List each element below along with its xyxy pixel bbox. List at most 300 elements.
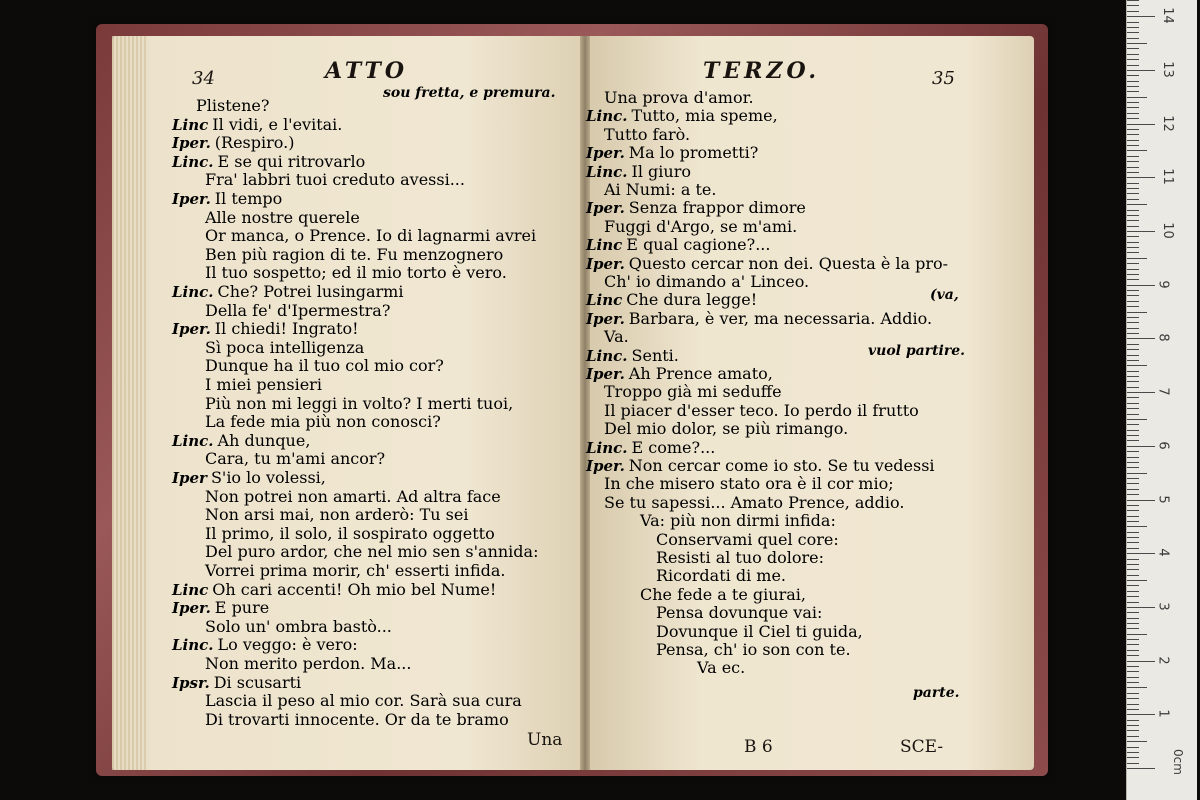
ruler-tick <box>1127 591 1139 592</box>
ruler-tick <box>1127 634 1147 635</box>
line-text: Cara, tu m'ami ancor? <box>205 449 386 469</box>
text-line <box>656 603 822 622</box>
ruler-number: 7 <box>1155 387 1171 396</box>
speaker-label: Iper. <box>586 457 625 475</box>
text-line <box>656 566 786 585</box>
text-line <box>586 438 715 458</box>
line-text: Oh cari accenti! Oh mio bel Nume! <box>212 579 497 599</box>
text-line <box>205 561 505 580</box>
ruler-tick <box>1127 516 1139 517</box>
ruler-tick <box>1127 575 1139 576</box>
ruler-tick <box>1127 102 1139 103</box>
text-line <box>604 401 919 420</box>
ruler-tick <box>1127 161 1139 162</box>
ruler-tick <box>1127 210 1139 211</box>
stage-direction: parte. <box>913 685 960 701</box>
text-line <box>205 394 513 413</box>
ruler-tick <box>1127 193 1139 194</box>
text-line <box>640 585 806 604</box>
ruler-tick <box>1127 440 1139 441</box>
line-text: Il tuo sospetto; ed il mio torto è vero. <box>205 263 507 283</box>
line-text: Solo un' ombra bastò... <box>205 616 392 636</box>
line-text: Ricordati di me. <box>656 566 786 586</box>
line-text: Dunque ha il tuo col mio cor? <box>205 356 444 376</box>
ruler-tick <box>1127 505 1139 506</box>
ruler-number: 13 <box>1159 61 1175 78</box>
text-line <box>604 382 782 401</box>
right-page-number: 35 <box>932 68 955 89</box>
text-line <box>586 235 770 255</box>
speaker-label: Linc. <box>172 152 214 171</box>
text-line <box>172 580 496 600</box>
ruler-tick <box>1127 322 1139 323</box>
ruler-tick <box>1127 451 1139 452</box>
ruler-tick <box>1127 360 1139 361</box>
line-text: Dovunque il Ciel ti guida, <box>656 621 863 641</box>
ruler-tick <box>1127 397 1139 398</box>
text-line <box>205 524 495 543</box>
text-line <box>205 505 468 524</box>
ruler-tick <box>1127 542 1139 543</box>
ruler-tick <box>1127 177 1155 178</box>
speaker-label: Iper. <box>172 599 211 618</box>
line-text: Ah dunque, <box>217 430 311 450</box>
line-text: Della fe' d'Ipermestra? <box>205 300 391 320</box>
text-line <box>586 346 679 366</box>
text-line <box>205 338 364 357</box>
left-top-note: sou fretta, e premura. <box>383 85 556 101</box>
line-text: Ai Numi: a te. <box>604 180 717 199</box>
line-text: Va: più non dirmi infida: <box>640 511 836 531</box>
text-line <box>604 180 716 199</box>
ruler-tick <box>1127 725 1139 726</box>
text-line <box>172 319 359 339</box>
line-text: Non arsi mai, non arderò: Tu sei <box>205 505 469 525</box>
ruler-tick <box>1127 628 1139 629</box>
ruler-tick <box>1127 564 1139 565</box>
text-line <box>172 431 310 451</box>
text-line <box>586 198 806 218</box>
ruler-tick <box>1127 252 1139 253</box>
line-text: Senza frappor dimore <box>628 198 806 218</box>
line-text: Conservami quel core: <box>656 529 839 549</box>
ruler-number: 4 <box>1155 548 1171 557</box>
ruler-tick <box>1127 408 1139 409</box>
ruler-tick <box>1127 768 1155 769</box>
ruler-tick <box>1127 510 1139 511</box>
ruler-tick <box>1127 763 1139 764</box>
text-line <box>205 170 465 189</box>
text-line <box>205 487 501 506</box>
ruler-tick <box>1127 618 1139 619</box>
line-text: Ah Prence amato, <box>628 364 773 383</box>
ruler-tick <box>1127 526 1147 527</box>
line-text: E se qui ritrovarlo <box>217 151 366 171</box>
ruler-tick <box>1127 295 1139 296</box>
ruler-tick <box>1127 741 1147 742</box>
ruler-tick <box>1127 285 1155 286</box>
line-text: Che? Potrei lusingarmi <box>217 282 404 301</box>
ruler-tick <box>1127 338 1155 339</box>
ruler-tick <box>1127 365 1147 366</box>
ruler-tick <box>1127 167 1139 168</box>
ruler-number: 10 <box>1159 222 1175 239</box>
text-line <box>205 710 509 729</box>
speaker-label: Linc. <box>172 431 214 450</box>
ruler-tick <box>1127 188 1139 189</box>
line-text: Il tempo <box>214 189 283 208</box>
ruler-tick <box>1127 81 1139 82</box>
ruler-tick <box>1127 671 1139 672</box>
text-line <box>586 162 691 182</box>
ruler-tick <box>1127 585 1139 586</box>
ruler-tick <box>1127 424 1139 425</box>
ruler-tick <box>1127 226 1139 227</box>
ruler-tick <box>1127 387 1139 388</box>
text-line <box>205 245 503 264</box>
ruler-tick <box>1127 392 1155 393</box>
line-text: Di scusarti <box>213 672 302 692</box>
speaker-label: Iper. <box>586 199 625 218</box>
line-text: E come?... <box>631 437 716 457</box>
ruler-tick <box>1127 91 1139 92</box>
ruler-tick <box>1127 0 1139 1</box>
line-text: La fede mia più non conosci? <box>205 412 441 432</box>
right-running-head: TERZO. <box>703 58 821 84</box>
ruler-tick <box>1127 48 1139 49</box>
ruler-tick <box>1127 720 1139 721</box>
ruler-tick <box>1127 381 1139 382</box>
ruler-tick <box>1127 204 1147 205</box>
ruler-tick <box>1127 269 1139 270</box>
line-text: Plistene? <box>196 96 270 115</box>
left-catchword: Una <box>527 730 563 750</box>
ruler-tick <box>1127 403 1139 404</box>
ruler-tick <box>1127 500 1155 501</box>
ruler-number: 1 <box>1155 709 1171 718</box>
text-line <box>205 617 392 636</box>
line-text: I miei pensieri <box>205 375 322 394</box>
line-text: Se tu sapessi... Amato Prence, addio. <box>604 492 905 512</box>
ruler-tick <box>1127 483 1139 484</box>
text-line <box>656 622 863 641</box>
speaker-label: Iper. <box>172 190 211 208</box>
ruler-tick <box>1127 435 1139 436</box>
ruler-tick <box>1127 301 1139 302</box>
ruler-tick <box>1127 279 1139 280</box>
line-text: Or manca, o Prence. Io di lagnarmi avrei <box>205 226 537 246</box>
text-line <box>205 654 411 673</box>
measuring-ruler <box>1126 0 1197 800</box>
text-line <box>586 456 935 476</box>
text-line <box>205 412 441 431</box>
line-text: Senti. <box>631 345 679 365</box>
line-text: Più non mi leggi in volto? I merti tuoi, <box>205 393 514 413</box>
ruler-tick <box>1127 317 1139 318</box>
ruler-tick <box>1127 16 1155 17</box>
ruler-tick <box>1127 666 1139 667</box>
ruler-tick <box>1127 602 1139 603</box>
ruler-tick <box>1127 344 1139 345</box>
speaker-label: Iper. <box>586 144 625 163</box>
ruler-tick <box>1127 274 1139 275</box>
speaker-label: Linc <box>172 115 209 134</box>
text-line <box>656 640 851 659</box>
ruler-tick <box>1127 532 1139 533</box>
line-text: Ma lo prometti? <box>628 143 759 163</box>
ruler-tick <box>1127 682 1139 683</box>
line-text: Non cercar come io sto. Se tu vedessi <box>628 456 935 475</box>
line-text: Fuggi d'Argo, se m'ami. <box>604 216 798 236</box>
ruler-tick <box>1127 569 1139 570</box>
ruler-tick <box>1127 355 1139 356</box>
ruler-tick <box>1127 5 1139 6</box>
ruler-tick <box>1127 730 1139 731</box>
text-line <box>586 143 758 163</box>
ruler-tick <box>1127 11 1139 12</box>
ruler-tick <box>1127 220 1139 221</box>
line-text: Pensa dovunque vai: <box>656 603 823 623</box>
text-line <box>586 254 948 274</box>
ruler-unit-label: 0cm <box>1170 749 1185 775</box>
ruler-tick <box>1127 747 1139 748</box>
speaker-label: Iper. <box>586 365 625 383</box>
ruler-number: 12 <box>1159 114 1175 132</box>
ruler-tick <box>1127 580 1147 581</box>
speaker-label: Linc. <box>586 346 628 365</box>
line-text: S'io lo volessi, <box>210 468 326 487</box>
line-text: Non potrei non amarti. Ad altra face <box>205 486 501 506</box>
speaker-label: Iper. <box>172 320 211 339</box>
ruler-tick <box>1127 129 1139 130</box>
right-catchword: SCE- <box>900 737 944 757</box>
ruler-tick <box>1127 75 1139 76</box>
ruler-tick <box>1127 521 1139 522</box>
line-text: Una prova d'amor. <box>604 88 754 107</box>
ruler-tick <box>1127 70 1155 71</box>
stage-direction: vuol partire. <box>868 343 966 359</box>
ruler-tick <box>1127 150 1147 151</box>
ruler-tick <box>1127 333 1139 334</box>
line-text: Lascia il peso al mio cor. Sarà sua cura <box>205 691 522 711</box>
line-text: Non merito perdon. Ma... <box>205 654 412 673</box>
line-text: (Respiro.) <box>214 133 295 153</box>
line-text: Vorrei prima morir, ch' esserti infida. <box>205 561 506 580</box>
ruler-tick <box>1127 349 1139 350</box>
ruler-tick <box>1127 22 1139 23</box>
ruler-tick <box>1127 639 1139 640</box>
text-line <box>586 290 757 310</box>
text-line <box>172 635 358 655</box>
ruler-tick <box>1127 376 1139 377</box>
text-line <box>604 217 797 236</box>
ruler-tick <box>1127 559 1139 560</box>
speaker-label: Iper. <box>586 309 625 328</box>
speaker-label: Linc <box>172 580 209 599</box>
text-line <box>172 598 269 618</box>
speaker-label: Linc <box>586 236 623 255</box>
ruler-tick <box>1127 714 1155 715</box>
ruler-tick <box>1127 623 1139 624</box>
text-line <box>586 309 932 329</box>
ruler-tick <box>1127 446 1155 447</box>
ruler-number: 11 <box>1159 168 1175 186</box>
line-text: Resisti al tuo dolore: <box>656 548 825 567</box>
line-text: Va ec. <box>697 658 746 678</box>
text-line <box>172 282 403 302</box>
speaker-label: Linc. <box>586 438 628 457</box>
line-text: Lo veggo: è vero: <box>217 635 358 655</box>
text-line <box>205 375 322 394</box>
speaker-label: Linc. <box>172 636 214 655</box>
text-line <box>172 673 301 693</box>
line-text: Tutto farò. <box>604 124 691 144</box>
line-text: Che fede a te giurai, <box>640 584 806 604</box>
text-line <box>604 474 894 493</box>
line-text: Il primo, il solo, il sospirato oggetto <box>205 523 495 543</box>
ruler-number: 14 <box>1159 7 1175 24</box>
ruler-tick <box>1127 698 1139 699</box>
text-line <box>205 301 390 320</box>
ruler-tick <box>1127 183 1139 184</box>
ruler-tick <box>1127 644 1139 645</box>
ruler-tick <box>1127 430 1139 431</box>
line-text: Tutto, mia speme, <box>631 106 778 126</box>
ruler-tick <box>1127 258 1147 259</box>
text-line <box>205 263 507 282</box>
text-line <box>172 152 365 172</box>
ruler-tick <box>1127 38 1139 39</box>
stage-direction: (va, <box>930 287 959 303</box>
text-line <box>697 658 745 677</box>
text-line <box>656 530 839 549</box>
ruler-tick <box>1127 54 1139 55</box>
ruler-tick <box>1127 290 1139 291</box>
ruler-number: 3 <box>1155 602 1171 611</box>
ruler-tick <box>1127 473 1147 474</box>
ruler-tick <box>1127 371 1139 372</box>
ruler-tick <box>1127 242 1139 243</box>
line-text: Il giuro <box>631 161 691 181</box>
line-text: Troppo già mi seduffe <box>604 382 782 402</box>
ruler-tick <box>1127 140 1139 141</box>
text-line <box>205 542 538 561</box>
text-line <box>205 449 385 468</box>
ruler-tick <box>1127 752 1139 753</box>
text-line <box>172 189 282 209</box>
ruler-tick <box>1127 312 1147 313</box>
ruler-tick <box>1127 414 1139 415</box>
line-text: Il vidi, e l'evitai. <box>212 114 343 134</box>
ruler-tick <box>1127 736 1139 737</box>
ruler-tick <box>1127 704 1139 705</box>
text-line <box>172 115 342 135</box>
ruler-tick <box>1127 489 1139 490</box>
line-text: Va. <box>604 327 629 347</box>
line-text: Barbara, è ver, ma necessaria. Addio. <box>628 308 933 328</box>
text-line <box>656 548 824 567</box>
line-text: Ch' io dimando a' Linceo. <box>604 272 810 291</box>
ruler-tick <box>1127 107 1139 108</box>
text-line <box>604 125 690 144</box>
ruler-tick <box>1127 478 1139 479</box>
text-line <box>205 356 444 375</box>
ruler-tick <box>1127 124 1155 125</box>
ruler-tick <box>1127 537 1139 538</box>
ruler-tick <box>1127 118 1139 119</box>
speaker-label: Iper. <box>172 134 211 153</box>
page-edges <box>112 36 146 770</box>
signature-mark: B 6 <box>744 737 773 757</box>
ruler-number: 9 <box>1155 280 1171 289</box>
text-line <box>604 419 848 438</box>
text-line <box>604 88 754 107</box>
ruler-tick <box>1127 236 1139 237</box>
ruler-tick <box>1127 677 1139 678</box>
ruler-tick <box>1127 467 1139 468</box>
text-line <box>586 106 778 126</box>
ruler-tick <box>1127 494 1139 495</box>
text-line <box>604 493 904 512</box>
line-text: E pure <box>214 598 270 618</box>
ruler-tick <box>1127 263 1139 264</box>
speaker-label: Linc. <box>586 162 628 181</box>
ruler-tick <box>1127 306 1139 307</box>
line-text: Del mio dolor, se più rimango. <box>604 419 849 439</box>
ruler-tick <box>1127 172 1139 173</box>
text-line <box>196 96 269 115</box>
speaker-label: Ipsr. <box>172 673 210 692</box>
text-line <box>172 468 326 488</box>
speaker-label: Linc. <box>172 283 214 301</box>
line-text: Sì poca intelligenza <box>205 337 365 357</box>
speaker-label: Linc. <box>586 107 628 126</box>
ruler-tick <box>1127 97 1147 98</box>
line-text: In che misero stato ora è il cor mio; <box>604 474 894 494</box>
ruler-tick <box>1127 199 1139 200</box>
text-line <box>604 272 809 291</box>
ruler-number: 5 <box>1155 494 1171 504</box>
ruler-tick <box>1127 134 1139 135</box>
ruler-tick <box>1127 709 1139 710</box>
line-text: E qual cagione?... <box>626 235 771 255</box>
line-text: Fra' labbri tuoi creduto avessi... <box>205 170 465 190</box>
ruler-tick <box>1127 86 1139 87</box>
ruler-tick <box>1127 757 1139 758</box>
ruler-tick <box>1127 553 1155 554</box>
speaker-label: Linc <box>586 291 623 310</box>
line-text: Pensa, ch' io son con te. <box>656 640 851 659</box>
ruler-tick <box>1127 65 1139 66</box>
ruler-tick <box>1127 145 1139 146</box>
ruler-number: 8 <box>1155 333 1171 343</box>
line-text: Ben più ragion di te. Fu menzognero <box>205 244 504 264</box>
text-line <box>205 208 360 227</box>
line-text: Del puro ardor, che nel mio sen s'annida: <box>205 542 539 562</box>
ruler-tick <box>1127 650 1139 651</box>
line-text: Alle nostre querele <box>205 207 360 227</box>
ruler-tick <box>1127 328 1139 329</box>
ruler-tick <box>1127 113 1139 114</box>
ruler-tick <box>1127 43 1147 44</box>
ruler-tick <box>1127 59 1139 60</box>
ruler-tick <box>1127 661 1155 662</box>
line-text: Che dura legge! <box>626 290 758 310</box>
text-line <box>205 226 536 245</box>
speaker-label: Iper <box>172 469 207 487</box>
ruler-tick <box>1127 215 1139 216</box>
text-line <box>205 691 522 710</box>
